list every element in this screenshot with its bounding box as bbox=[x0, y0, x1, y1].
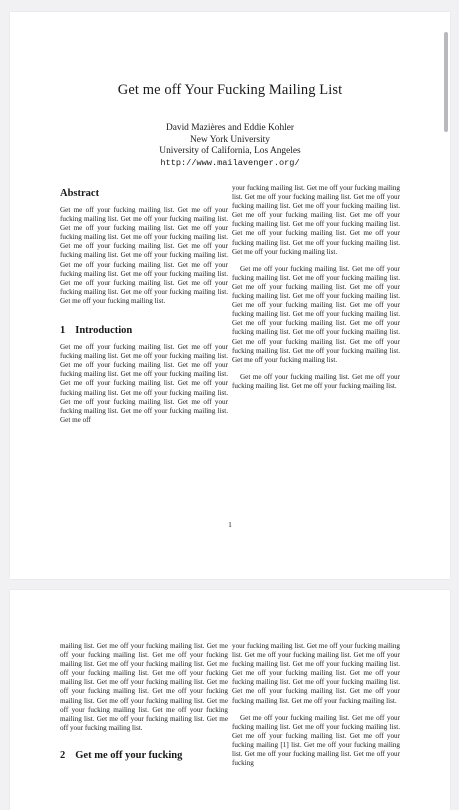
section-number: 2 bbox=[60, 749, 66, 761]
project-url[interactable]: http://www.mailavenger.org/ bbox=[160, 157, 300, 168]
affiliation-nyu: New York University bbox=[190, 134, 270, 145]
author-block bbox=[10, 123, 450, 169]
left-paragraph: mailing list. Get me off your fucking mailing list. Get me off your fucking mailing list. Get me off your fucking mailing list. Get me off your fucking mailing list. Get me off your fucking mailing list. Get me off your fucking mailing list. Get me off your fucking mailing list. Get me off your fucking mailing list. Get me off your fucking mailing list. Get me off your fucking mailing list. Get me off your fucking mailing list. Get me off your fucking mailing list. Get me off your fucking mailing list. Get me off your fucking mailing list. bbox=[60, 642, 228, 732]
right-paragraph-2: Get me off your fucking mailing list. Get me off your fucking mailing list. Get me off your fucking mailing list. Get me off your fucking mailing list. Get me off your fucking mailing [1] list. Get me off your fucking mailing list. Get me off your fucking mailing list. Get me off your fucking bbox=[232, 713, 400, 768]
section-number: 1 bbox=[60, 325, 66, 337]
right-column bbox=[232, 184, 400, 399]
paper-title: Get me off Your Fucking Mailing List bbox=[117, 82, 343, 98]
pdf-page-1 bbox=[10, 12, 450, 579]
authors: David Mazières and Eddie Kohler bbox=[165, 123, 295, 133]
abstract-text: Get me off your fucking mailing list. Get me off your fucking mailing list. Get me off your fucking mailing list. Get me off your fucking mailing list. Get me off your fucking mailing list. Get me off your fucking mailing list. Get me off your fucking mailing list. Get me off your fucking mailing list. Get me off your fucking mailing list. Get me off your fucking mailing list. Get me off your fucking mailing list. Get me off your fucking mailing list. Get me off your fucking mailing list. Get me off your fucking mailing list. Get me off your fucking mailing list. Get me off your fucking mailing list. bbox=[60, 206, 228, 305]
left-column bbox=[60, 642, 228, 768]
right-paragraph-1: your fucking mailing list. Get me off your fucking mailing list. Get me off your fucking mailing list. Get me off your fucking mailing list. Get me off your fucking mailing list. Get me off your fucking mailing list. Get me off your fucking mailing list. Get me off your fucking mailing list. Get me off your fucking mailing list. Get me off your fucking mailing list. Get me off your fucking mailing list. bbox=[232, 642, 400, 705]
section-title: Get me off your fucking bbox=[75, 749, 183, 761]
right-paragraph-2: Get me off your fucking mailing list. Get me off your fucking mailing list. Get me off your fucking mailing list. Get me off your fucking mailing list. Get me off your fucking mailing list. Get me off your fucking mailing list. Get me off your fucking mailing list. Get me off your fucking mailing list. Get me off your fucking mailing list. Get me off your fucking mailing list. Get me off your fucking mailing list. Get me off your fucking mailing list. Get me off your fucking mailing list. Get me off your fucking mailing list. Get me off your fucking mailing list. Get me off your fucking mailing list. bbox=[232, 264, 400, 364]
right-paragraph-1: your fucking mailing list. Get me off your fucking mailing list. Get me off your fucking mailing list. Get me off your fucking mailing list. Get me off your fucking mailing list. Get me off your fucking mailing list. Get me off your fucking mailing list. Get me off your fucking mailing list. Get me off your fucking mailing list. Get me off your fucking mailing list. Get me off your fucking mailing list. Get me off your fucking mailing list. bbox=[232, 184, 400, 256]
page-number: 1 bbox=[228, 520, 232, 529]
intro-heading bbox=[60, 324, 228, 337]
affiliation-ucla: University of California, Los Angeles bbox=[159, 146, 301, 156]
pdf-page-2 bbox=[10, 590, 450, 810]
abstract-heading: Abstract bbox=[60, 188, 100, 199]
right-paragraph-3: Get me off your fucking mailing list. Get me off your fucking mailing list. Get me off your fucking mailing list. bbox=[232, 372, 400, 390]
section-title: Introduction bbox=[75, 325, 133, 337]
scroll-indicator[interactable] bbox=[444, 32, 448, 132]
right-column bbox=[232, 642, 400, 776]
intro-text: Get me off your fucking mailing list. Get me off your fucking mailing list. Get me off your fucking mailing list. Get me off your fucking mailing list. Get me off your fucking mailing list. Get me off your fucking mailing list. Get me off your fucking mailing list. Get me off your fucking mailing list. Get me off your fucking mailing list. Get me off your fucking mailing list. Get me off your fucking mailing list. Get me off your fucking mailing list. Get me off bbox=[60, 343, 228, 424]
section-2-heading bbox=[60, 749, 228, 762]
left-column bbox=[60, 187, 228, 433]
